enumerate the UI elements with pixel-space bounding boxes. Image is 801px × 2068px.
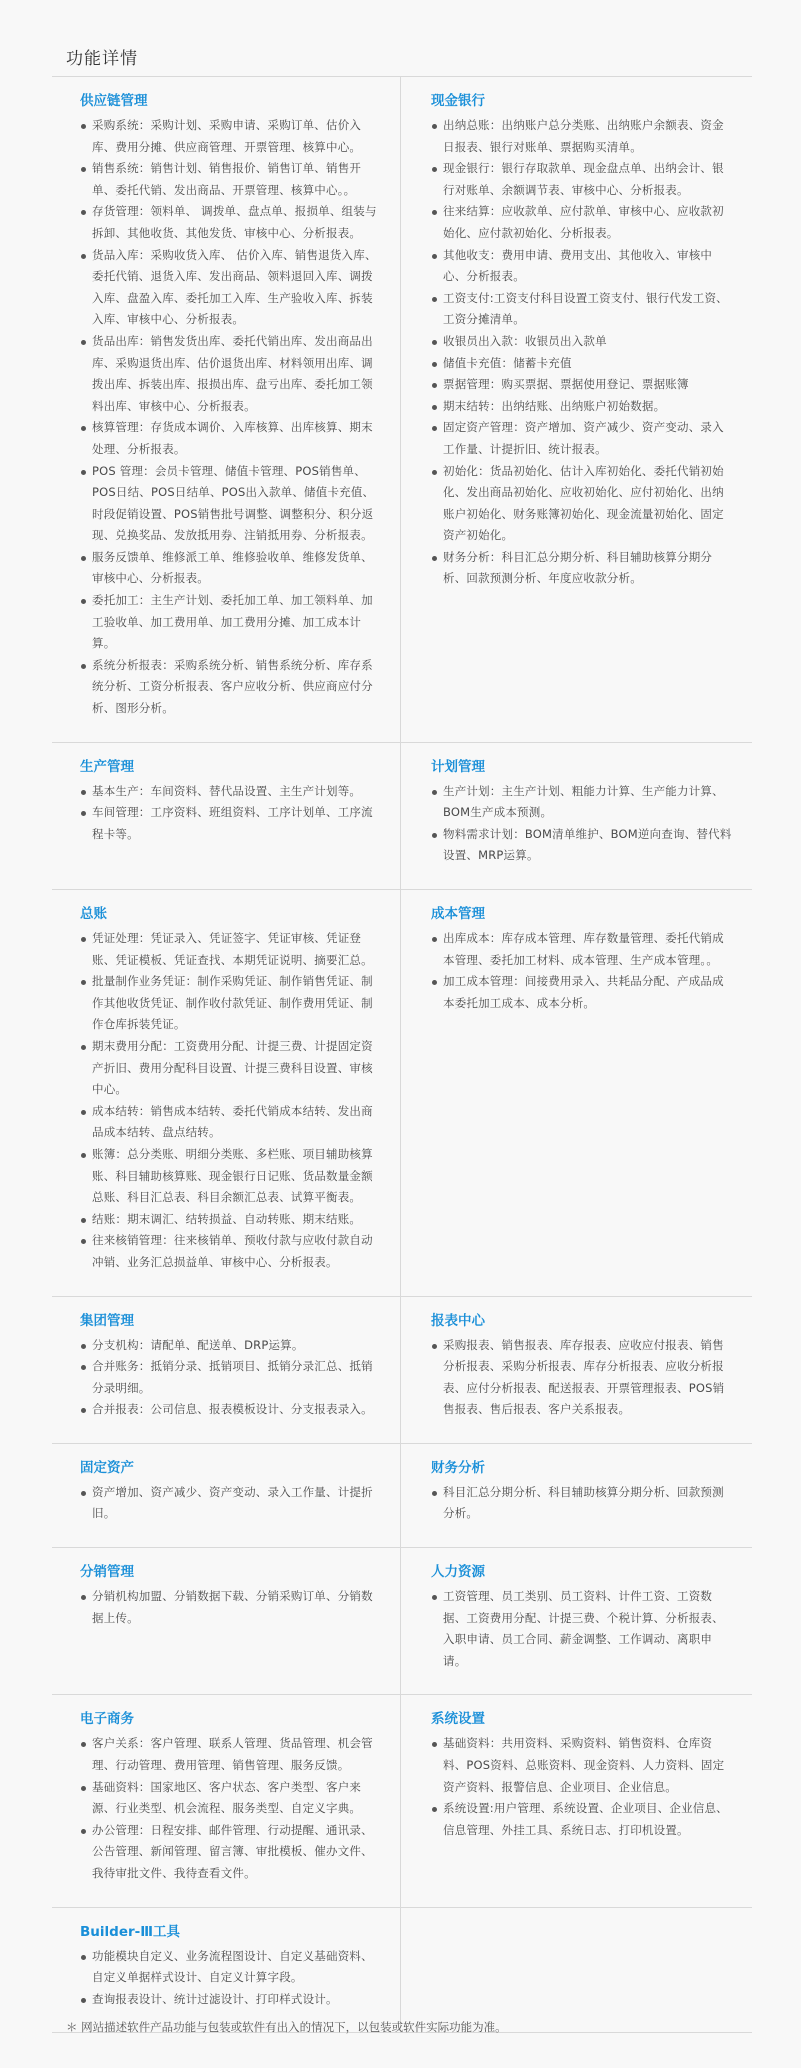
feature-item: 结账：期末调汇、结转损益、自动转账、期末结账。 bbox=[80, 1209, 382, 1231]
feature-list bbox=[431, 1335, 734, 1421]
feature-item: 基础资料：国家地区、客户状态、客户类型、客户来源、行业类型、机会流程、服务类型、自定义字典。 bbox=[80, 1777, 382, 1820]
feature-item: 系统设置:用户管理、系统设置、企业项目、企业信息、信息管理、外挂工具、系统日志、打印机设置。 bbox=[431, 1798, 734, 1841]
feature-item: 分销机构加盟、分销数据下载、分销采购订单、分销数据上传。 bbox=[80, 1586, 382, 1629]
section-title: 固定资产 bbox=[80, 1459, 134, 1476]
feature-section bbox=[52, 1547, 401, 1694]
section-title: 财务分析 bbox=[431, 1459, 485, 1476]
feature-section bbox=[401, 889, 752, 1296]
feature-item: 科目汇总分期分析、科目辅助核算分期分析、回款预测分析。 bbox=[431, 1482, 734, 1525]
feature-item: 存货管理：领料单、 调拨单、盘点单、报损单、组装与拆卸、其他收货、其他发货、审核中心、分析报表。 bbox=[80, 201, 382, 244]
feature-item: 委托加工：主生产计划、委托加工单、加工领料单、加工验收单、加工费用单、加工费用分摊、加工成本计算。 bbox=[80, 590, 382, 655]
feature-item: 加工成本管理：间接费用录入、共耗品分配、产成品成本委托加工成本、成本分析。 bbox=[431, 971, 734, 1014]
feature-item: POS 管理：会员卡管理、储值卡管理、POS销售单、POS日结、POS日结单、POS出入款单、储值卡充值、时段促销设置、POS销售批号调整、调整积分、积分返现、兑换奖品、发放抵用券、注销抵用券、分析报表。 bbox=[80, 461, 382, 547]
section-title: 分销管理 bbox=[80, 1564, 134, 1581]
feature-item: 往来核销管理：往来核销单、预收付款与应收付款自动冲销、业务汇总损益单、审核中心、分析报表。 bbox=[80, 1230, 382, 1273]
feature-item: 凭证处理：凭证录入、凭证签字、凭证审核、凭证登账、凭证模板、凭证查找、本期凭证说明、摘要汇总。 bbox=[80, 928, 382, 971]
feature-item: 其他收支：费用申请、费用支出、其他收入、审核中心、分析报表。 bbox=[431, 245, 734, 288]
section-title: 现金银行 bbox=[431, 93, 485, 109]
feature-item: 批量制作业务凭证：制作采购凭证、制作销售凭证、制作其他收货凭证、制作收付款凭证、制作费用凭证、制作仓库拆装凭证。 bbox=[80, 971, 382, 1036]
feature-item: 物料需求计划：BOM清单维护、BOM逆向查询、替代料设置、MRP运算。 bbox=[431, 824, 734, 867]
feature-list bbox=[431, 115, 734, 590]
section-title: 总账 bbox=[80, 906, 107, 922]
feature-item: 往来结算：应收款单、应付款单、审核中心、应收款初始化、应付款初始化、分析报表。 bbox=[431, 201, 734, 244]
section-title: 生产管理 bbox=[80, 758, 134, 775]
feature-section bbox=[52, 77, 401, 742]
feature-item: 成本结转：销售成本结转、委托代销成本结转、发出商品成本结转、盘点结转。 bbox=[80, 1101, 382, 1144]
feature-item: 货品入库：采购收货入库、 估价入库、销售退货入库、委托代销、退货入库、发出商品、领料退回入库、调拨入库、盘盈入库、委托加工入库、生产验收入库、拆装入库、审核中心、分析报表。 bbox=[80, 245, 382, 331]
feature-item: 功能模块自定义、业务流程图设计、自定义基础资料、自定义单据样式设计、自定义计算字段。 bbox=[80, 1946, 382, 1989]
feature-item: 账簿：总分类账、明细分类账、多栏账、项目辅助核算账、科目辅助核算账、现金银行日记账、货品数量金额总账、科目汇总表、科目余额汇总表、试算平衡表。 bbox=[80, 1144, 382, 1209]
feature-section bbox=[401, 1296, 752, 1443]
feature-section bbox=[52, 742, 401, 889]
feature-section bbox=[401, 1694, 752, 1906]
section-title: 成本管理 bbox=[431, 906, 485, 922]
feature-item: 收银员出入款：收银员出入款单 bbox=[431, 331, 734, 353]
feature-section bbox=[401, 1547, 752, 1694]
feature-section bbox=[401, 1443, 752, 1547]
feature-list bbox=[431, 1586, 734, 1672]
feature-list bbox=[80, 1586, 382, 1629]
feature-item: 期末结转：出纳结账、出纳账户初始数据。 bbox=[431, 396, 734, 418]
feature-section bbox=[52, 1694, 401, 1906]
feature-item: 货品出库：销售发货出库、委托代销出库、发出商品出库、采购退货出库、估价退货出库、材料领用出库、调拨出库、拆装出库、报损出库、盘亏出库、委托加工领料出库、审核中心、分析报表。 bbox=[80, 331, 382, 417]
feature-item: 资产增加、资产减少、资产变动、录入工作量、计提折旧。 bbox=[80, 1482, 382, 1525]
feature-item: 初始化：货品初始化、估计入库初始化、委托代销初始化、发出商品初始化、应收初始化、应付初始化、出纳账户初始化、财务账簿初始化、现金流量初始化、固定资产初始化。 bbox=[431, 461, 734, 547]
feature-item: 工资支付:工资支付科目设置工资支付、银行代发工资、工资分摊清单。 bbox=[431, 288, 734, 331]
feature-list bbox=[80, 1482, 382, 1525]
footnote: ＊ 网站描述软件产品功能与包装或软件有出入的情况下，以包装或软件实际功能为准。 bbox=[66, 2020, 507, 2034]
feature-list bbox=[80, 781, 382, 846]
feature-list bbox=[80, 1335, 382, 1421]
feature-item: 合并账务：抵销分录、抵销项目、抵销分录汇总、抵销分录明细。 bbox=[80, 1356, 382, 1399]
feature-list bbox=[431, 1482, 734, 1525]
feature-item: 出库成本：库存成本管理、库存数量管理、委托代销成本管理、委托加工材料、成本管理、生产成本管理。。 bbox=[431, 928, 734, 971]
feature-item: 服务反馈单、维修派工单、维修验收单、维修发货单、审核中心、分析报表。 bbox=[80, 547, 382, 590]
feature-item: 基本生产：车间资料、替代品设置、主生产计划等。 bbox=[80, 781, 382, 803]
feature-item: 生产计划：主生产计划、粗能力计算、生产能力计算、BOM生产成本预测。 bbox=[431, 781, 734, 824]
section-title: 供应链管理 bbox=[80, 93, 148, 109]
feature-section bbox=[401, 742, 752, 889]
feature-item: 系统分析报表：采购系统分析、销售系统分析、库存系统分析、工资分析报表、客户应收分析、供应商应付分析、图形分析。 bbox=[80, 655, 382, 720]
feature-item: 办公管理：日程安排、邮件管理、行动提醒、通讯录、公告管理、新闻管理、留言簿、审批模板、催办文件、我待审批文件、我待查看文件。 bbox=[80, 1820, 382, 1885]
feature-item: 出纳总账：出纳账户总分类账、出纳账户余额表、资金日报表、银行对账单、票据购买清单。 bbox=[431, 115, 734, 158]
section-title: Builder-Ⅲ工具 bbox=[80, 1923, 180, 1940]
feature-item: 分支机构：请配单、配送单、DRP运算。 bbox=[80, 1335, 382, 1357]
feature-list bbox=[80, 115, 382, 720]
feature-list bbox=[431, 1733, 734, 1841]
feature-item: 采购系统：采购计划、采购申请、采购订单、估价入库、费用分摊、供应商管理、开票管理、核算中心。 bbox=[80, 115, 382, 158]
feature-section bbox=[52, 889, 401, 1296]
feature-item: 采购报表、销售报表、库存报表、应收应付报表、销售分析报表、采购分析报表、库存分析报表、应收分析报表、应付分析报表、配送报表、开票管理报表、POS销售报表、售后报表、客户关系报表。 bbox=[431, 1335, 734, 1421]
feature-list bbox=[80, 928, 382, 1274]
section-title: 电子商务 bbox=[80, 1711, 134, 1728]
feature-list bbox=[431, 781, 734, 867]
section-title: 报表中心 bbox=[431, 1312, 485, 1329]
feature-item: 客户关系：客户管理、联系人管理、货品管理、机会管理、行动管理、费用管理、销售管理、服务反馈。 bbox=[80, 1733, 382, 1776]
page-title: 功能详情 bbox=[66, 49, 138, 69]
feature-section bbox=[52, 1296, 401, 1443]
feature-item: 票据管理：购买票据、票据使用登记、票据账簿 bbox=[431, 374, 734, 396]
feature-item: 查询报表设计、统计过滤设计、打印样式设计。 bbox=[80, 1989, 382, 2011]
feature-grid bbox=[52, 77, 752, 2033]
feature-item: 固定资产管理：资产增加、资产减少、资产变动、录入工作量、计提折旧、统计报表。 bbox=[431, 417, 734, 460]
feature-list bbox=[431, 928, 734, 1014]
feature-list bbox=[80, 1946, 382, 2011]
feature-item: 核算管理：存货成本调价、入库核算、出库核算、期末处理、分析报表。 bbox=[80, 417, 382, 460]
feature-item: 车间管理：工序资料、班组资料、工序计划单、工序流程卡等。 bbox=[80, 802, 382, 845]
section-title: 集团管理 bbox=[80, 1312, 134, 1329]
feature-section bbox=[52, 1443, 401, 1547]
feature-item: 财务分析：科目汇总分期分析、科目辅助核算分期分析、回款预测分析、年度应收款分析。 bbox=[431, 547, 734, 590]
feature-section bbox=[52, 1907, 401, 2033]
section-title: 人力资源 bbox=[431, 1564, 485, 1581]
feature-item: 工资管理、员工类别、员工资料、计件工资、工资数据、工资费用分配、计提三费、个税计算、分析报表、入职申请、员工合同、薪金调整、工作调动、离职申请。 bbox=[431, 1586, 734, 1672]
feature-list bbox=[80, 1733, 382, 1884]
feature-item: 现金银行：银行存取款单、现金盘点单、出纳会计、银行对账单、余额调节表、审核中心、分析报表。 bbox=[431, 158, 734, 201]
feature-section bbox=[401, 77, 752, 742]
feature-section bbox=[401, 1907, 752, 2033]
feature-item: 基础资料：共用资料、采购资料、销售资料、仓库资料、POS资料、总账资料、现金资料、人力资料、固定资产资料、报警信息、企业项目、企业信息。 bbox=[431, 1733, 734, 1798]
feature-item: 储值卡充值：储蓄卡充值 bbox=[431, 353, 734, 375]
feature-item: 合并报表：公司信息、报表模板设计、分支报表录入。 bbox=[80, 1399, 382, 1421]
feature-item: 销售系统：销售计划、销售报价、销售订单、销售开单、委托代销、发出商品、开票管理、核算中心。。 bbox=[80, 158, 382, 201]
section-title: 计划管理 bbox=[431, 758, 485, 775]
feature-item: 期末费用分配：工资费用分配、计提三费、计提固定资产折旧、费用分配科目设置、计提三费科目设置、审核中心。 bbox=[80, 1036, 382, 1101]
section-title: 系统设置 bbox=[431, 1711, 485, 1728]
